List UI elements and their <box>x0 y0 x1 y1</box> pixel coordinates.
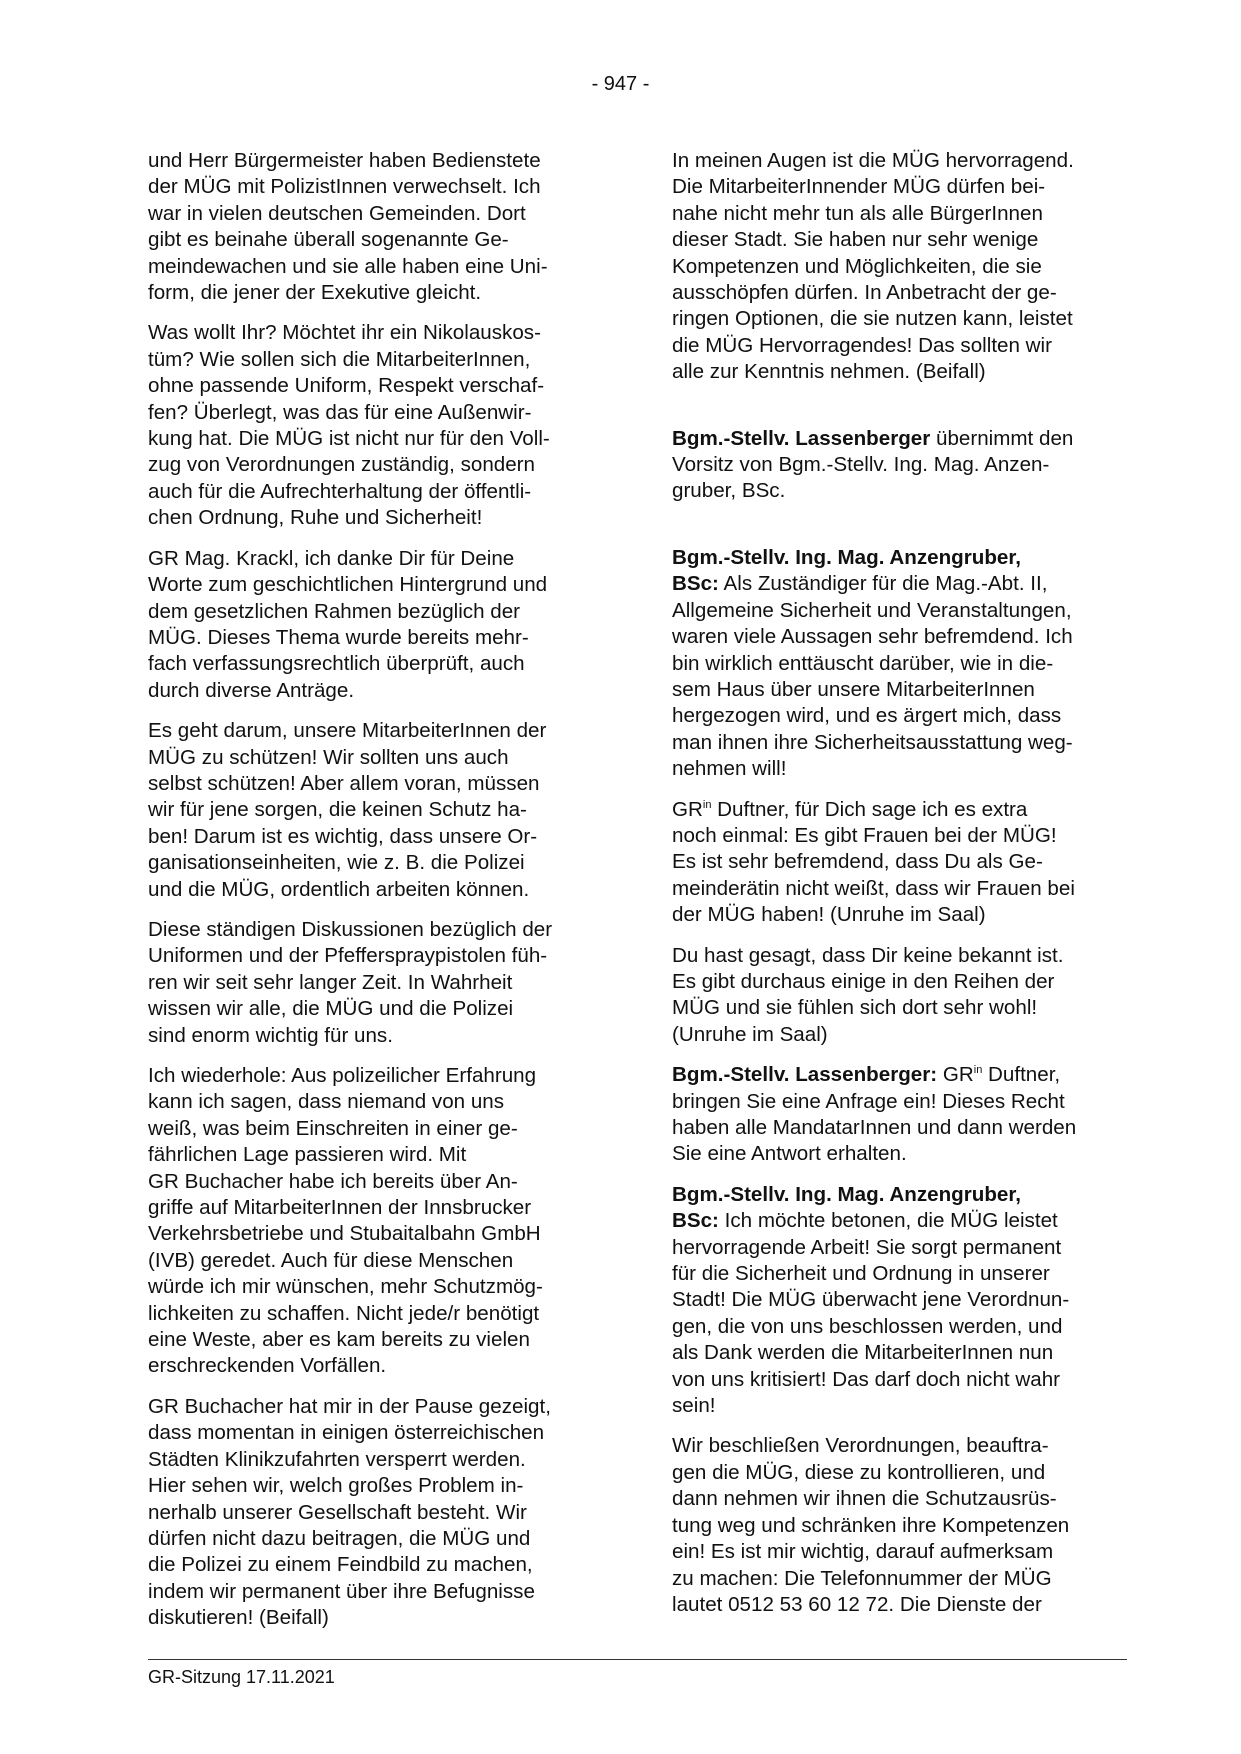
speech-paragraph <box>672 1182 1120 1420</box>
paragraph-text: Als Zuständiger für die Mag.-Abt. II, Allgemeine Sicherheit und Veranstaltungen, waren viele Aussagen sehr befremdend. Ich bin wirklich enttäuscht darüber, wie in die- sem Haus über unsere MitarbeiterInnen hergezogen wird, und es ärgert mich, dass man ihnen ihre Sicherheitsausstattung weg- nehmen will! <box>672 572 1073 781</box>
title-superscript: in <box>702 798 712 811</box>
paragraph-text: Ich möchte betonen, die MÜG leistet hervorragende Arbeit! Sie sorgt permanent für die Sicherheit und Ordnung in unserer Stadt! Die MÜG überwacht jene Verordnun- gen, die von uns beschlossen werden, und als Dank werden die MitarbeiterInnen nun von uns kritisiert! Das darf doch nicht wahr sein! <box>672 1209 1070 1418</box>
left-column <box>148 148 596 1646</box>
speaker-name: Bgm.-Stellv. Lassenberger: <box>672 1063 938 1087</box>
paragraph: Wir beschließen Verordnungen, beauftra- gen die MÜG, diese zu kontrollieren, und dann nehmen wir ihnen die Schutzausrüs- tung weg und schränken ihre Kompetenzen ein! Es ist mir wichtig, darauf aufmerksam zu machen: Die Telefonnummer der MÜG lautet 0512 53 60 12 72. Die Dienste der <box>672 1434 1070 1616</box>
paragraph: und Herr Bürgermeister haben Bedienstete der MÜG mit PolizistInnen verwechselt. Ich war in vielen deutschen Gemeinden. Dort gibt es beinahe überall sogenannte Ge- meindewachen und sie alle haben eine Uni- form, die jener der Exekutive gleicht. <box>148 149 548 305</box>
speech-paragraph <box>672 1062 1120 1168</box>
paragraph: Diese ständigen Diskussionen bezüglich der Uniformen und der Pfefferspraypistolen füh- ren wir seit sehr langer Zeit. In Wahrheit wissen wir alle, die MÜG und die Polizei sind enorm wichtig für uns. <box>148 917 553 1047</box>
speaker-name: Bgm.-Stellv. Lassenberger <box>672 426 931 450</box>
right-column <box>672 148 1120 1632</box>
title-superscript: in <box>973 1064 983 1077</box>
paragraph: GR Buchacher hat mir in der Pause gezeigt, dass momentan in einigen österreichischen Städten Klinikzufahrten versperrt werden. Hier sehen wir, welch großes Problem in- nerhalb unserer Gesellschaft besteht. Wir dürfen nicht dazu beitragen, die MÜG und die Polizei zu einem Feindbild zu machen, indem wir permanent über ihre Befugnisse diskutieren! (Beifall) <box>148 1394 551 1630</box>
paragraph: Ich wiederhole: Aus polizeilicher Erfahrung kann ich sagen, dass niemand von uns weiß, was beim Einschreiten in einer ge- fährlichen Lage passieren wird. Mit GR Buchacher habe ich bereits über An- griffe auf MitarbeiterInnen der Innsbrucker Verkehrsbetriebe und Stubaitalbahn GmbH (IVB) geredet. Auch für diese Menschen würde ich mir wünschen, mehr Schutzmög- lichkeiten zu schaffen. Nicht jede/r benötigt eine Weste, aber es kam bereits zu vielen erschreckenden Vorfällen. <box>148 1064 543 1378</box>
paragraph: Es geht darum, unsere MitarbeiterInnen der MÜG zu schützen! Wir sollten uns auch selbst schützen! Aber allem voran, müssen wir für jene sorgen, die keinen Schutz ha- ben! Darum ist es wichtig, dass unsere Or- ganisationseinheiten, wie z. B. die Polizei und die MÜG, ordentlich arbeiten können. <box>148 719 547 901</box>
speech-paragraph <box>672 545 1120 783</box>
page-number: - 947 - <box>591 73 650 95</box>
footer-divider <box>148 1659 1127 1660</box>
speaker-name: Bgm.-Stellv. Ing. Mag. Anzengruber, BSc: <box>672 545 1021 596</box>
chair-change-note <box>672 426 1120 505</box>
footer-session-date: GR-Sitzung 17.11.2021 <box>148 1667 335 1687</box>
paragraph: GR Mag. Krackl, ich danke Dir für Deine Worte zum geschichtlichen Hintergrund und dem gesetzlichen Rahmen bezüglich der MÜG. Dieses Thema wurde bereits mehr- fach verfassungsrechtlich überprüft, auch durch diverse Anträge. <box>148 546 548 702</box>
paragraph: Was wollt Ihr? Möchtet ihr ein Nikolauskos- tüm? Wie sollen sich die MitarbeiterInnen, ohne passende Uniform, Respekt verschaf- fen? Überlegt, was das für eine Außenwir- kung hat. Die MÜG ist nicht nur für den Voll- zug von Verordnungen zuständig, sondern auch für die Aufrechterhaltung der öffentli- chen Ordnung, Ruhe und Sicherheit! <box>148 321 550 530</box>
speaker-name: Bgm.-Stellv. Ing. Mag. Anzengruber, BSc: <box>672 1182 1021 1233</box>
paragraph-text: Duftner, für Dich sage ich es extra noch einmal: Es gibt Frauen bei der MÜG! Es ist sehr befremdend, dass Du als Ge- meinderätin nicht weißt, dass wir Frauen bei der MÜG haben! (Unruhe im Saal) <box>672 797 1075 927</box>
title-gr: GR <box>937 1063 974 1087</box>
title-gr: GR <box>672 797 703 821</box>
paragraph: Du hast gesagt, dass Dir keine bekannt ist. Es gibt durchaus einige in den Reihen der MÜG und sie fühlen sich dort sehr wohl! (Unruhe im Saal) <box>672 943 1064 1046</box>
paragraph-text: Duftner, bringen Sie eine Anfrage ein! Dieses Recht haben alle MandatarInnen und dann werden Sie eine Antwort erhalten. <box>672 1063 1077 1166</box>
paragraph <box>672 797 1120 929</box>
paragraph: In meinen Augen ist die MÜG hervorragend. Die MitarbeiterInnender MÜG dürfen bei- nahe nicht mehr tun als alle BürgerInnen dieser Stadt. Sie haben nur sehr wenige Kompetenzen und Möglichkeiten, die sie ausschöpfen dürfen. In Anbetracht der ge- ringen Optionen, die sie nutzen kann, leistet die MÜG Hervorragendes! Das sollten wir alle zur Kenntnis nehmen. (Beifall) <box>672 149 1074 384</box>
paragraph-text: übernimmt den Vorsitz von Bgm.-Stellv. Ing. Mag. Anzen- gruber, BSc. <box>672 426 1074 503</box>
